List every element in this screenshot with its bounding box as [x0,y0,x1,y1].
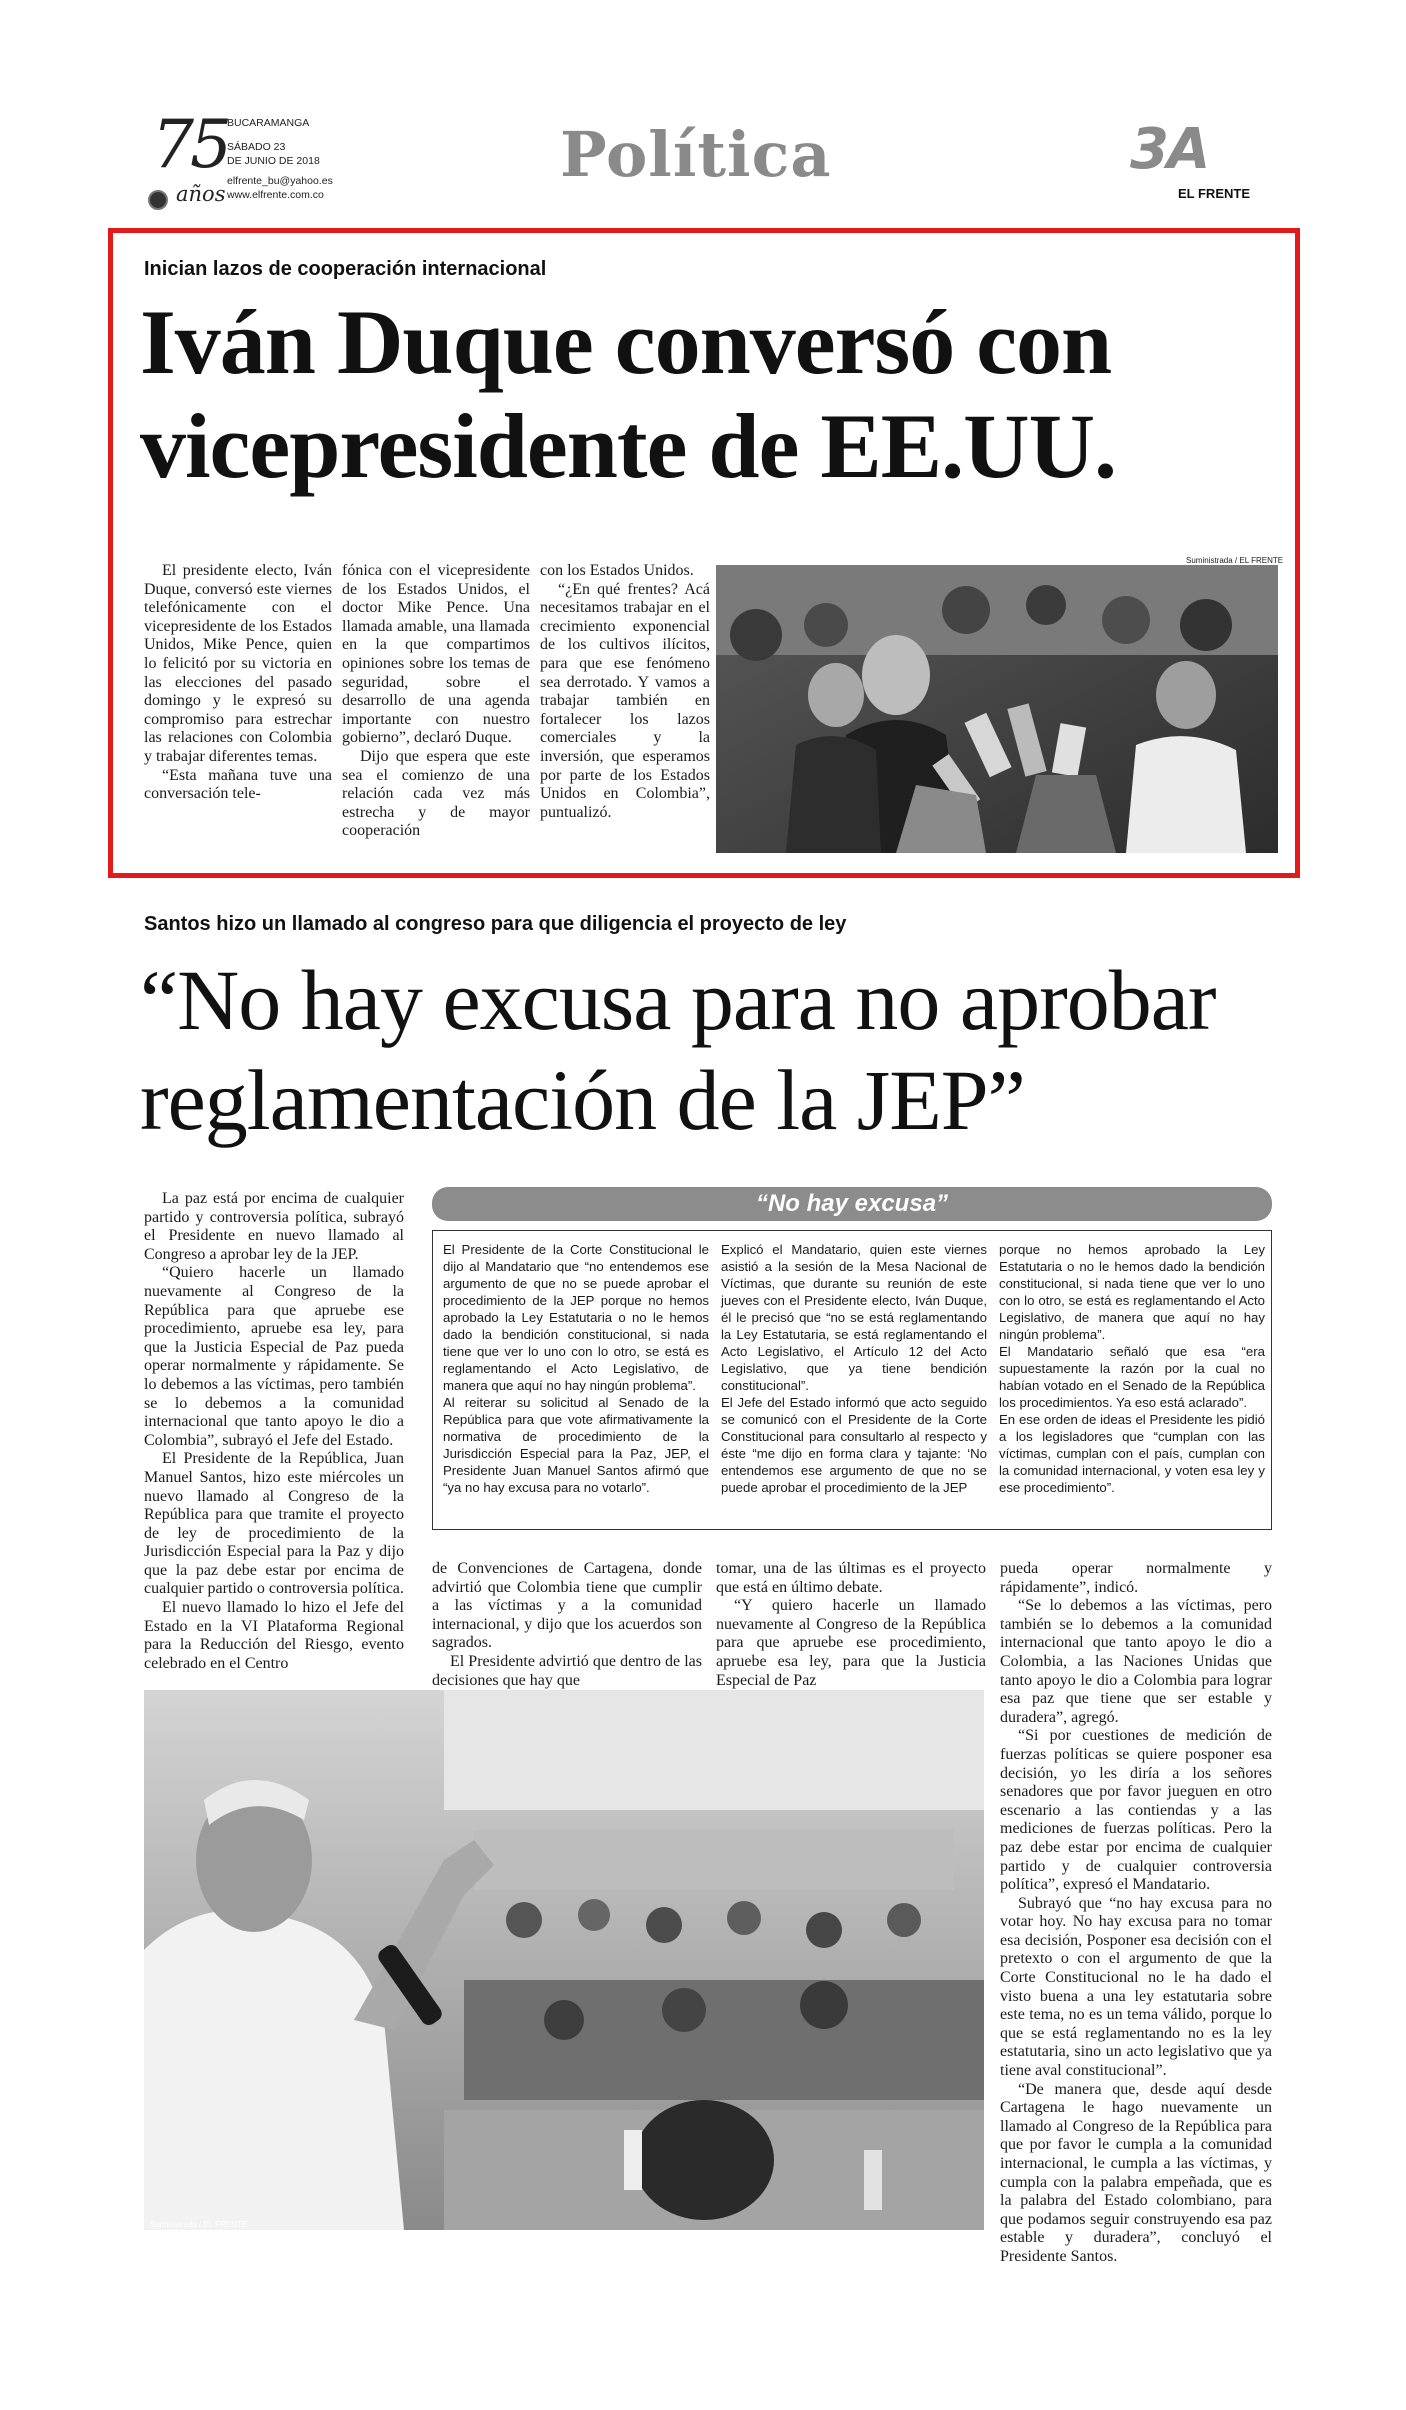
website: www.elfrente.com.co [227,189,324,201]
paragraph: Al reiterar su solicitud al Senado de la República para que vote afirmativamente la normativa de procedimiento de la Jurisdicción Especial para la Paz, JEP, el Presidente Juan Manuel Santos afirmó que “ya no hay excusa para no votarlo”. [443,1395,709,1495]
city: BUCARAMANGA [227,117,310,129]
duque-press-photo [716,565,1278,853]
section-title: Política [560,118,832,191]
photo2-credit: Suministrada / EL FRENTE [150,2220,248,2229]
sidebar-column-1 [443,1241,709,1496]
film-reel-icon [148,190,168,210]
press-crowd-image [716,565,1278,853]
paragraph: con los Estados Unidos. [540,562,694,579]
paragraph: fónica con el vicepresidente de los Estados Unidos, el doctor Mike Pence. Una llamada amable, una llamada en la que compartimos opiniones sobre los temas de seguridad, sobre el desarrollo de una agenda importante con nuestro gobierno”, declaró Duque. [342,562,530,747]
paper-name: EL FRENTE [1178,186,1250,201]
paragraph: El Mandatario señaló que esa “era supuestamente la razón por la cual no habían votado en el Senado de la República los procedimientos. Ya eso está aclarado”. [999,1344,1265,1410]
story2-headline: “No hay excusa para no aprobar reglamentación de la JEP” [140,952,1216,1148]
paragraph: “Se lo debemos a las víctimas, pero también se lo debemos a la comunidad internacional que tanto apoyo le dio a Colombia, a las Naciones Unidas que tanto apoyo le dio a Colombia para lograr esa paz que tiene que ser estable y duradera”, agregó. [1000,1597,1272,1726]
conference-speech-image [144,1690,984,2230]
paragraph: “Esta mañana tuve una conversación tele- [144,766,332,803]
paragraph: “Si por cuestiones de medición de fuerzas políticas se quiere posponer esa decisión, yo les diría a los señores senadores que por favor jueguen en otro escenario a las contiendas y a las mediciones de fuerzas políticas. Pero la paz debe estar por encima de cualquier partido y de cualquier controversia política”, expresó el Mandatario. [1000,1727,1272,1894]
paragraph: Subrayó que “no hay excusa para no votar hoy. No hay excusa para no tomar esa decisión, Posponer esa decisión con el pretexto o con el argumento de que la Corte Constitucional no le ha dado el visto buena a una ley estatutaria sobre este tema, no es un tema válido, porque lo que se está reglamentando no es la ley estatutaria, sino un acto legislativo que ya tiene aval constitucional”. [1000,1894,1272,2080]
paragraph: tomar, una de las últimas es el proyecto que está en último debate. [716,1560,986,1596]
paragraph: El Presidente advirtió que dentro de las decisiones que hay que [432,1652,702,1689]
paragraph: pueda operar normalmente y rápidamente”, indicó. [1000,1560,1272,1596]
paragraph: El Presidente de la Corte Constitucional le dijo al Mandatario que “no entendemos ese argumento de que no se puede aprobar el procedimiento de la JEP porque no hemos aprobado la Ley Estatutaria o no le hemos dado la bendición constitucional, si nada tiene que ver lo uno con lo otro, se está es reglamentando el Acto Legislativo, de manera que aquí no hay ningún problema”. [443,1242,709,1393]
paragraph: Explicó el Mandatario, quien este viernes asistió a la sesión de la Mesa Nacional de Víctimas, que durante su reunión de este jueves con el Presidente electo, Iván Duque, él le precisó que “no se está reglamentando la Ley Estatutaria, se está reglamentando el Acto Legislativo, el Artículo 12 del Acto Legislativo, que ya tiene bendición constitucional”. [721,1242,987,1393]
date-line-1: SÁBADO 23 [227,141,286,153]
date-line-2: DE JUNIO DE 2018 [227,155,320,167]
logo-word: años [176,182,226,206]
masthead-meta [227,116,333,202]
santos-speech-photo [144,1690,984,2230]
paragraph: “Y quiero hacerle un llamado nuevamente al Congreso de la República para que apruebe ese procedimiento, apruebe esa ley, para que la Justicia Especial de Paz [716,1597,986,1689]
paragraph: “Quiero hacerle un llamado nuevamente al Congreso de la República para que apruebe ese procedimiento, apruebe esa ley, para que la Justicia Especial de Paz pueda operar normalmente y rápidamente. Se lo debemos a las víctimas, pero también se lo debemos a la comunidad internacional que tanto apoyo le dio a Colombia”, subrayó el Jefe del Estado. [144,1264,404,1449]
email: elfrente_bu@yahoo.es [227,175,333,187]
paragraph: La paz está por encima de cualquier partido y controversia política, subrayó el Presidente en nuevo llamado al Congreso a aprobar ley de la JEP. [144,1190,404,1263]
story1-column-3 [540,562,710,822]
page-number: 3A [1130,117,1209,182]
sidebar-column-3 [999,1241,1265,1496]
story2-column-3 [716,1560,986,1690]
sidebar-column-2 [721,1241,987,1496]
sidebar-box [432,1230,1272,1530]
paragraph: Dijo que espera que este sea el comienzo de una relación cada vez más estrecha y de mayor cooperación [342,747,530,840]
photo1-credit: Suministrada / EL FRENTE [1186,556,1284,565]
paragraph: “¿En qué frentes? Acá necesitamos trabajar en el crecimiento exponencial de los cultivos ilícitos, para que ese fenómeno sea derrotado. Y vamos a trabajar también en fortalecer los lazos comerciales y la inversión, que esperamos por parte de los Estados Unidos en Colombia”, puntualizó. [540,580,710,821]
story1-column-1 [144,562,332,804]
story1-headline: Iván Duque conversó con vicepresidente de EE.UU. [140,291,1117,497]
anniversary-logo [148,106,230,212]
story2-column-4 [1000,1560,1272,2267]
sidebar-title: “No hay excusa” [432,1187,1272,1221]
paragraph: El nuevo llamado lo hizo el Jefe del Estado en la VI Plataforma Regional para la Reducción del Riesgo, evento celebrado en el Centro [144,1599,404,1672]
paragraph: El Presidente de la República, Juan Manuel Santos, hizo este miércoles un nuevo llamado al Congreso de la República para que tramite el proyecto de ley de procedimiento de la Jurisdicción Especial para la Paz y dijo que la paz debe estar por encima de cualquier partido o controversia política. [144,1450,404,1598]
paragraph: de Convenciones de Cartagena, donde advirtió que Colombia tiene que cumplir a las víctimas y a la comunidad internacional, y dijo que los acuerdos son sagrados. [432,1560,702,1652]
story2-column-2 [432,1560,702,1690]
paragraph: El Jefe del Estado informó que acto seguido se comunicó con el Presidente de la Corte Constitucional para consultarlo al respecto y éste “me dijo en forma clara y tajante: ‘No entendemos ese argumento de que no se puede aprobar el procedimiento de la JEP [721,1395,987,1495]
paragraph: En ese orden de ideas el Presidente les pidió a los legisladores que “cumplan con las víctimas, cumplan con el país, cumplan con la comunidad internacional, y voten esa ley y ese procedimiento”. [999,1412,1265,1495]
story1-kicker: Inician lazos de cooperación internacional [144,258,547,280]
paragraph: “De manera que, desde aquí desde Cartagena le hago nuevamente un llamado al Congreso de la República para que por favor le cumpla a la comunidad internacional, le cumpla a las víctimas, y cumpla con la palabra empeñada, que es la palabra del Estado colombiano, para que podamos seguir construyendo esa paz estable y duradera”, concluyó el Presidente Santos. [1000,2080,1272,2265]
logo-number: 75 [152,106,228,183]
story2-kicker: Santos hizo un llamado al congreso para que diligencia el proyecto de ley [144,913,847,935]
paragraph: El presidente electo, Iván Duque, conversó este viernes telefónicamente con el vicepresidente de los Estados Unidos, Mike Pence, quien lo felicitó por su victoria en las elecciones del pasado domingo y le expresó su compromiso para estrechar las relaciones con Colombia y trabajar diferentes temas. [144,562,332,765]
story2-column-1 [144,1190,404,1673]
paragraph: porque no hemos aprobado la Ley Estatutaria o no le hemos dado la bendición constitucional, si nada tiene que ver lo uno con lo otro, se está es reglamentando el Acto Legislativo, de manera que aquí no hay ningún problema”. [999,1242,1265,1342]
story1-column-2 [342,562,530,841]
